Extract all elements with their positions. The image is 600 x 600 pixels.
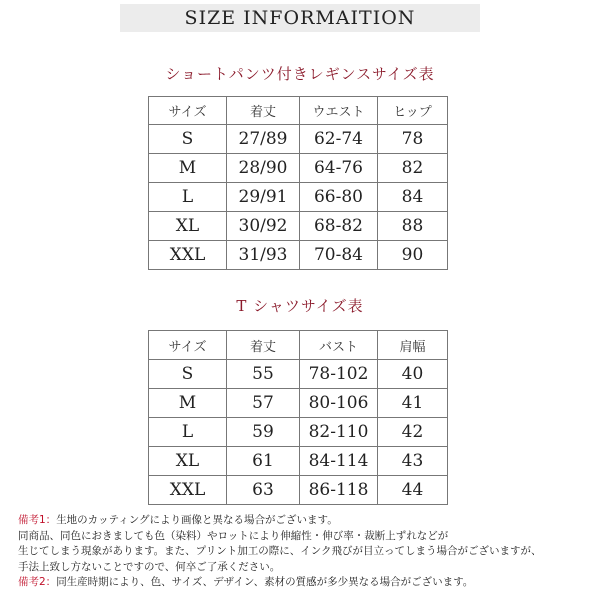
hip-cell: 88 (378, 212, 448, 241)
header-cell: サイズ (149, 97, 227, 125)
table-row (149, 212, 448, 241)
tshirt-size-table (148, 330, 448, 505)
header-cell: 着丈 (227, 331, 300, 360)
table-header-row (149, 331, 448, 360)
size-cell: L (149, 183, 227, 212)
note-line: 同商品、同色におきましても色（染料）やロットにより伸縮性・伸び率・裁断上ずれなどが (18, 529, 449, 542)
waist-cell: 66-80 (300, 183, 378, 212)
note1-label: 備考1： (18, 514, 57, 526)
header-cell: バスト (300, 331, 378, 360)
leggings-size-table (148, 96, 448, 270)
size-cell: XXL (149, 241, 227, 270)
header-cell: 肩幅 (378, 331, 448, 360)
header-cell: ヒップ (378, 97, 448, 125)
bust-cell: 86-118 (300, 476, 378, 505)
shoulder-cell: 40 (378, 360, 448, 389)
hip-cell: 90 (378, 241, 448, 270)
hip-cell: 78 (378, 125, 448, 154)
length-cell: 30/92 (227, 212, 300, 241)
tshirt-table-title: T シャツサイズ表 (236, 297, 364, 315)
bust-cell: 78-102 (300, 360, 378, 389)
note-line (18, 513, 588, 529)
shoulder-cell: 42 (378, 418, 448, 447)
length-cell: 55 (227, 360, 300, 389)
shoulder-cell: 41 (378, 389, 448, 418)
waist-cell: 62-74 (300, 125, 378, 154)
table-header-row (149, 97, 448, 125)
size-cell: M (149, 154, 227, 183)
bust-cell: 80-106 (300, 389, 378, 418)
bust-cell: 82-110 (300, 418, 378, 447)
header-cell: ウエスト (300, 97, 378, 125)
size-cell: M (149, 389, 227, 418)
length-cell: 31/93 (227, 241, 300, 270)
notes-section (18, 513, 588, 591)
size-cell: XL (149, 212, 227, 241)
shoulder-cell: 43 (378, 447, 448, 476)
size-cell: S (149, 360, 227, 389)
size-cell: S (149, 125, 227, 154)
note-line: 生じてしまう現象があります。また、プリント加工の際に、インク飛びが目立ってしまう場合がございますが、 (18, 545, 542, 557)
note-line: 手法上致し方ないことですので、何卒ご了承ください。 (18, 560, 281, 573)
size-cell: XL (149, 447, 227, 476)
size-cell: XXL (149, 476, 227, 505)
title-banner (120, 4, 480, 32)
table-row (149, 360, 448, 389)
waist-cell: 64-76 (300, 154, 378, 183)
table-row (149, 241, 448, 270)
length-cell: 29/91 (227, 183, 300, 212)
table-row (149, 418, 448, 447)
waist-cell: 70-84 (300, 241, 378, 270)
table-row (149, 447, 448, 476)
length-cell: 59 (227, 418, 300, 447)
note1-text: 生地のカッティングにより画像と異なる場合がございます。 (56, 514, 338, 526)
table-row (149, 183, 448, 212)
shoulder-cell: 44 (378, 476, 448, 505)
length-cell: 63 (227, 476, 300, 505)
leggings-table-title: ショートパンツ付きレギンスサイズ表 (165, 65, 435, 83)
hip-cell: 84 (378, 183, 448, 212)
table-row (149, 154, 448, 183)
length-cell: 57 (227, 389, 300, 418)
length-cell: 27/89 (227, 125, 300, 154)
bust-cell: 84-114 (300, 447, 378, 476)
note-line (18, 575, 588, 591)
hip-cell: 82 (378, 154, 448, 183)
table-row (149, 389, 448, 418)
header-cell: サイズ (149, 331, 227, 360)
table-row (149, 476, 448, 505)
note2-label: 備考2： (18, 576, 57, 588)
table-row (149, 125, 448, 154)
page-title: SIZE INFORMAITION (184, 7, 416, 29)
size-cell: L (149, 418, 227, 447)
length-cell: 28/90 (227, 154, 300, 183)
note2-text: 同生産時期により、色、サイズ、デザイン、素材の質感が多少異なる場合がございます。 (56, 576, 474, 588)
header-cell: 着丈 (227, 97, 300, 125)
length-cell: 61 (227, 447, 300, 476)
waist-cell: 68-82 (300, 212, 378, 241)
